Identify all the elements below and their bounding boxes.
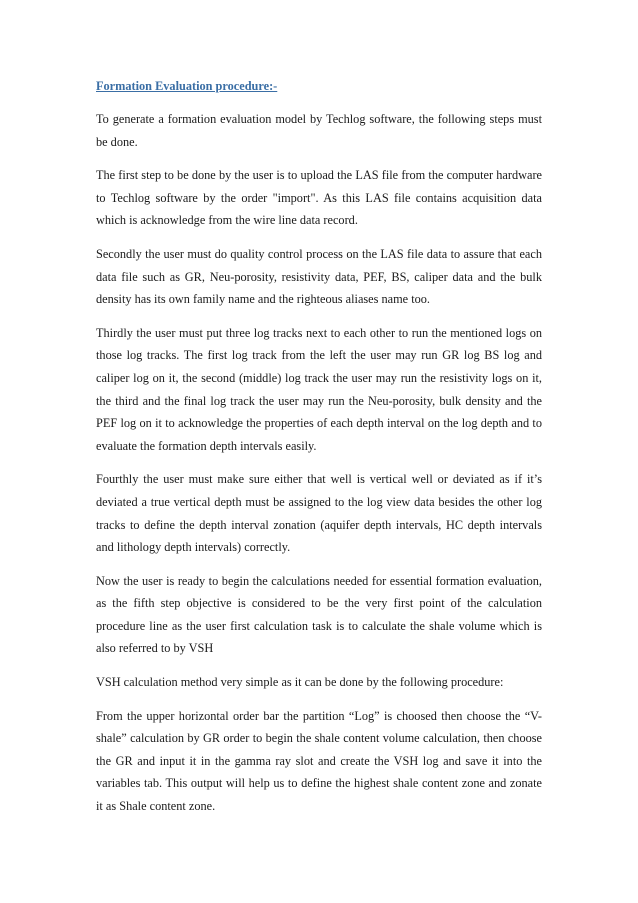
paragraph-step-5: Now the user is ready to begin the calculations needed for essential formation evaluation, as the fifth step objective is considered to be the very first point of the calculation procedure line as the user first calculation task is to calculate the shale volume which is also referred to by VSH [96,573,542,656]
paragraph-step-4: Fourthly the user must make sure either that well is vertical well or deviated as if it’s deviated a true vertical depth must be assigned to the log view data besides the other log tracks to define the depth interval zonation (aquifer depth intervals, HC depth intervals and lithology depth intervals) correctly. [96,472,542,555]
paragraph-step-2: Secondly the user must do quality control process on the LAS file data to assure that each data file such as GR, Neu-porosity, resistivity data, PEF, BS, caliper data and the bulk density has its own family name and the righteous aliases name too. [96,246,542,307]
page-content [96,76,542,829]
paragraph-intro: To generate a formation evaluation model by Techlog software, the following steps must be done. [96,112,542,149]
paragraph-step-3: Thirdly the user must put three log tracks next to each other to run the mentioned logs on those log tracks. The first log track from the left the user may run GR log BS log and caliper log on it, the second (middle) log track the user may run the resistivity logs on it, the third and the final log track the user may run the Neu-porosity, bulk density and the PEF log on it to acknowledge the properties of each depth interval on the log depth and to evaluate the formation depth intervals easily. [96,325,542,453]
section-heading: Formation Evaluation procedure:- [96,79,278,93]
paragraph-vsh-method: VSH calculation method very simple as it can be done by the following procedure: [96,675,504,690]
paragraph-vsh-procedure: From the upper horizontal order bar the partition “Log” is choosed then choose the “V-shale” calculation by GR order to begin the shale content volume calculation, then choose the GR and input it in the gamma ray slot and create the VSH log and save it into the variables tab. This output will help us to define the highest shale content zone and zonate it as Shale content zone. [96,708,542,814]
paragraph-step-1: The first step to be done by the user is to upload the LAS file from the computer hardware to Techlog software by the order "import". As this LAS file contains acquisition data which is acknowledge from the wire line data record. [96,168,542,228]
